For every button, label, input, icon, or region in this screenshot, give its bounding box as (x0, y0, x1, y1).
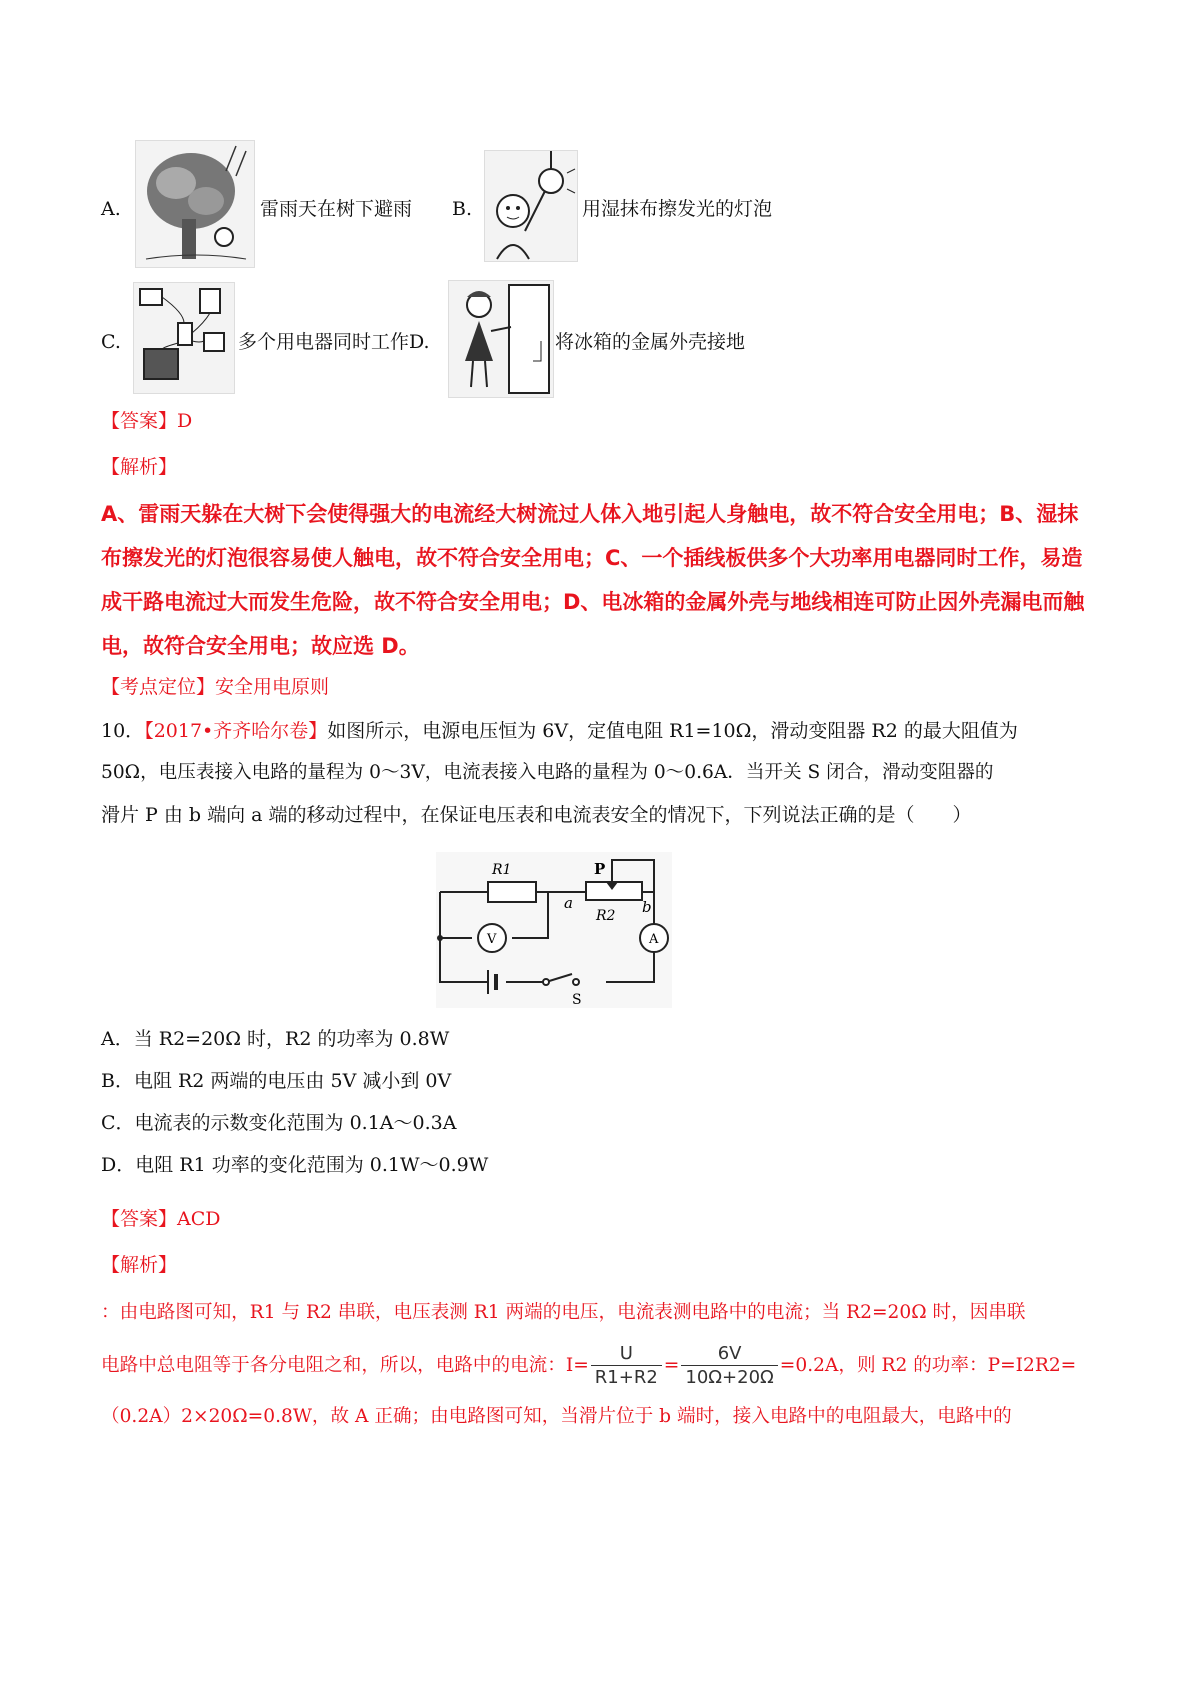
q10-option-c: C．电流表的示数变化范围为 0.1A～0.3A (101, 1112, 457, 1134)
q9-analysis-line: 成干路电流过大而发生危险，故不符合安全用电；D、电冰箱的金属外壳与地线相连可防止因外壳漏电而触 (101, 590, 1085, 614)
q10-options (101, 1018, 488, 1186)
ammeter-label: A (649, 932, 659, 947)
q10-line-2: 50Ω，电压表接入电路的量程为 0～3V，电流表接入电路的量程为 0～0.6A．当开关 S 闭合，滑动变阻器的 (101, 762, 994, 783)
label-r1: R1 (492, 862, 512, 878)
analysis-label: 【解析】 (101, 456, 178, 478)
q10-text-1: 如图所示，电源电压恒为 6V，定值电阻 R1=10Ω，滑动变阻器 R2 的最大阻值为 (327, 720, 1018, 742)
fridge-ground-illustration (448, 280, 554, 398)
kaodian-label: 【考点定位】 (101, 676, 216, 698)
q10-option-a: A．当 R2=20Ω 时，R2 的功率为 0.8W (101, 1028, 450, 1050)
q9-kaodian-row (101, 674, 329, 700)
label-r2: R2 (596, 908, 616, 924)
option-d-text: 将冰箱的金属外壳接地 (555, 331, 746, 353)
option-b-text: 用湿抹布擦发光的灯泡 (582, 198, 773, 220)
analysis-text-post: =0.2A，则 R2 的功率：P=I2R2= (779, 1355, 1077, 1376)
label-a: a (564, 894, 573, 912)
analysis-label: 【解析】 (101, 1254, 178, 1276)
fraction-denominator: R1+R2 (594, 1366, 658, 1388)
option-a-letter: A. (101, 198, 121, 220)
q10-option-d: D．电阻 R1 功率的变化范围为 0.1W～0.9W (101, 1154, 489, 1176)
voltmeter-label: V (487, 932, 497, 947)
kaodian-text: 安全用电原则 (215, 676, 330, 698)
option-c-letter: C. (101, 331, 121, 353)
q9-answer: D (177, 410, 193, 432)
q10-option-b: B．电阻 R2 两端的电压由 5V 减小到 0V (101, 1070, 452, 1092)
circuit-diagram (436, 852, 672, 1008)
analysis-text-pre: 电路中总电阻等于各分电阻之和，所以，电路中的电流：I= (101, 1355, 589, 1376)
answer-label: 【答案】 (101, 410, 178, 432)
q10-answer: ACD (177, 1208, 221, 1230)
q9-analysis (101, 492, 1101, 668)
q9-analysis-line: A、雷雨天躲在大树下会使得强大的电流经大树流过人体入地引起人身触电，故不符合安全用电；B、湿抹 (101, 502, 1079, 526)
wiping-bulb-illustration (484, 150, 578, 262)
fraction-current-formula (591, 1343, 662, 1390)
q10-answer-row (101, 1206, 221, 1232)
label-b: b (642, 898, 652, 916)
option-c-text: 多个用电器同时工作D. (238, 331, 430, 353)
q10-analysis-line-3: （0.2A）2×20Ω=0.8W，故 A 正确；由电路图可知，当滑片位于 b 端时，接入电路中的电阻最大，电路中的 (101, 1406, 1012, 1427)
fraction-current-values (681, 1343, 777, 1390)
q10-line-1 (101, 710, 1111, 752)
tree-rain-illustration (135, 140, 255, 268)
q10-analysis-line-2: 电路中总电阻等于各分电阻之和，所以，电路中的电流：I= $\frac{U}{R1+R2}$ = $\frac{6V}{10\Omega+20\Omega}$ =0.2A，则 R2 的功率：P=I2R2= (101, 1342, 1077, 1388)
q10-analysis-line-1: ：由电路图可知，R1 与 R2 串联，电压表测 R1 两端的电压，电流表测电路中的电流；当 R2=20Ω 时，因串联 (101, 1302, 1026, 1323)
q9-analysis-line: 电，故符合安全用电；故应选 D。 (101, 634, 420, 658)
q10-line-3: 滑片 P 由 b 端向 a 端的移动过程中，在保证电压表和电流表安全的情况下，下列说法正确的是（ ） (101, 804, 972, 826)
label-s: S (572, 992, 582, 1008)
label-p: P (594, 860, 606, 878)
q9-analysis-line: 布擦发光的灯泡很容易使人触电，故不符合安全用电；C、一个插线板供多个大功率用电器同时工作，易造 (101, 546, 1083, 570)
fraction-numerator: U (591, 1343, 662, 1366)
q10-analysis (101, 1292, 1111, 1438)
appliances-illustration (133, 282, 235, 394)
q10-number: 10． (101, 720, 145, 742)
answer-label: 【答案】 (101, 1208, 178, 1230)
q10-source: 【2017•齐齐哈尔卷】 (144, 720, 328, 742)
fraction-denominator: 10Ω+20Ω (685, 1366, 774, 1388)
q9-answer-row (101, 408, 192, 434)
q10-stem (101, 710, 1111, 836)
option-a-text: 雷雨天在树下避雨 (260, 198, 413, 220)
option-b-letter: B. (452, 198, 473, 220)
fraction-numerator: 6V (681, 1343, 777, 1366)
